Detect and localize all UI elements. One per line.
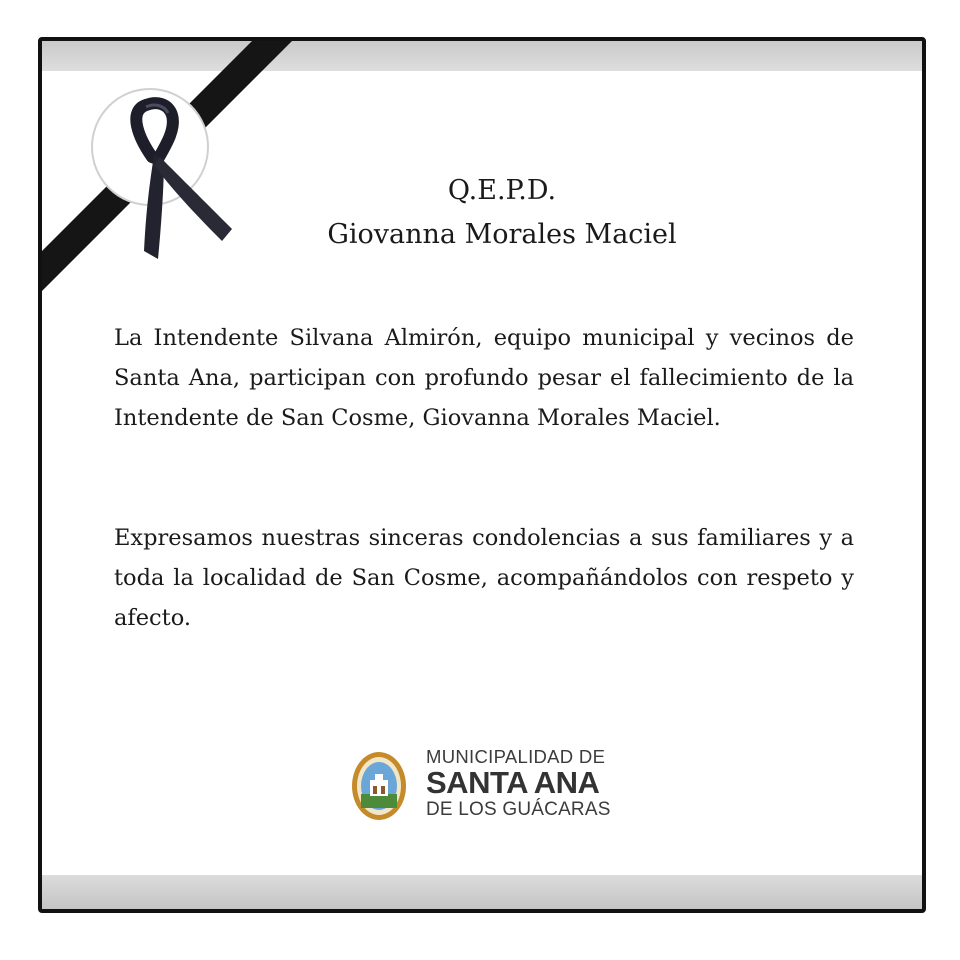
heading (42, 169, 922, 257)
heading-qepd: Q.E.P.D. (447, 175, 557, 206)
paragraph-condolences: Expresamos nuestras sinceras condolencias a sus familiares y a toda la localidad de San Cosme, acompañándolos con respeto y afecto. (114, 525, 854, 631)
paragraph-announcement: La Intendente Silvana Almirón, equipo municipal y vecinos de Santa Ana, participan con profundo pesar el fallecimiento de la Intendente de San Cosme, Giovanna Morales Maciel. (114, 325, 854, 431)
logo-line-municipalidad: MUNICIPALIDAD DE (426, 746, 606, 767)
condolence-card (38, 37, 926, 913)
heading-name: Giovanna Morales Maciel (327, 219, 677, 250)
logo-line-guacaras: DE LOS GUÁCARAS (426, 799, 611, 820)
municipal-logo (350, 746, 620, 826)
logo-line-santa-ana: SANTA ANA (426, 765, 600, 800)
municipal-seal-icon (350, 750, 408, 822)
logo-wordmark (426, 746, 611, 822)
bottom-band (42, 875, 922, 909)
